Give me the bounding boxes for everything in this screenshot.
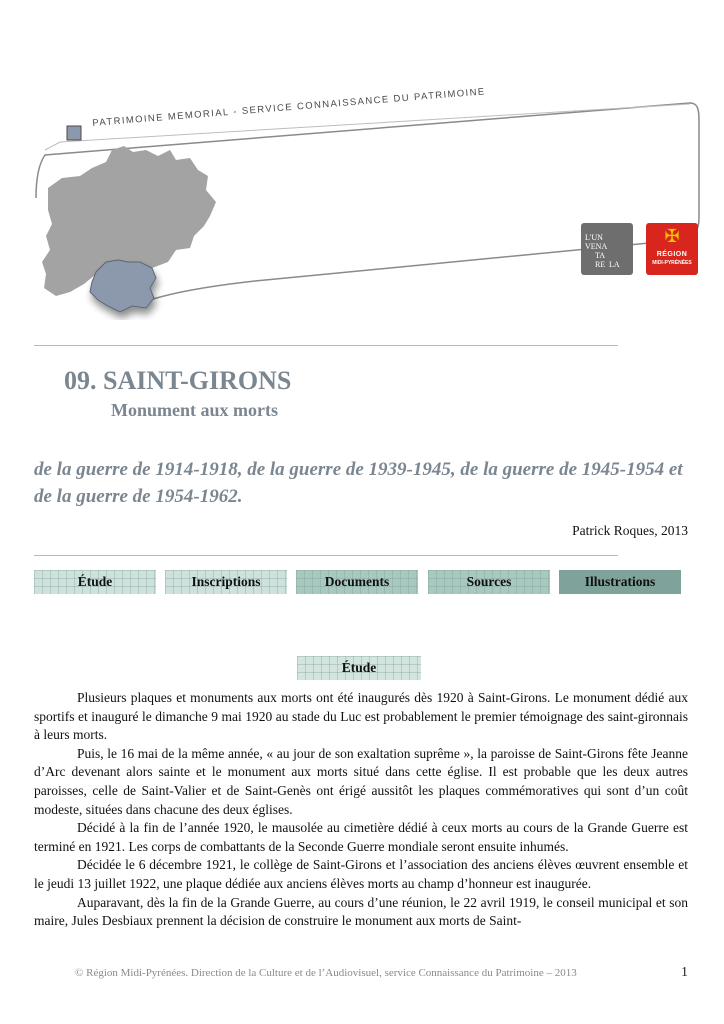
paragraph: Décidé à la fin de l’année 1920, le mausolée au cimetière dédié à ceux morts au cours de la Grande Guerre est terminé en 1921. Les corps de combattants de la Seconde Guerre mondiale seront ensuite inhumés. bbox=[34, 820, 688, 854]
logo-text: TA bbox=[595, 251, 606, 260]
author-credit: Patrick Roques, 2013 bbox=[572, 523, 688, 538]
page-subtitle: Monument aux morts bbox=[111, 400, 278, 420]
region-logo[interactable] bbox=[646, 223, 698, 275]
banner-square-icon bbox=[67, 126, 81, 140]
banner-label: PATRIMOINE MEMORIAL - SERVICE CONNAISSANCE DU PATRIMOINE bbox=[92, 86, 487, 129]
divider bbox=[34, 555, 618, 556]
lead-text: de la guerre de 1914-1918, de la guerre de 1939-1945, de la guerre de 1945-1954 et de la guerre de 1954-1962. bbox=[34, 459, 683, 507]
tab-documents[interactable]: Documents bbox=[296, 570, 418, 594]
paragraph: Plusieurs plaques et monuments aux morts ont été inaugurés dès 1920 à Saint-Girons. Le monument dédié aux sportifs et inauguré le dimanche 9 mai 1920 au stade du Luc est probablement le premier témoignage des saint-gironnais à leurs morts. bbox=[34, 690, 688, 743]
tab-etude[interactable]: Étude bbox=[34, 570, 156, 594]
tab-illustrations[interactable]: Illustrations bbox=[559, 570, 681, 594]
paragraph: Puis, le 16 mai de la même année, « au jour de son exaltation suprême », la paroisse de Saint-Girons fête Jeanne d’Arc devenant alors sainte et le monument aux morts situé dans cette église. Il est probable que les deux autres paroisses, celle de Saint-Valier et de Saint-Genès ont érigé aussitôt les plaques commémoratives qui sont d’un coût modeste, situées dans chacune des deux églises. bbox=[34, 745, 688, 817]
section-heading: Étude bbox=[297, 656, 421, 680]
tab-sources[interactable]: Sources bbox=[428, 570, 550, 594]
page-number: 1 bbox=[681, 965, 688, 980]
logo-text: VENA bbox=[585, 242, 608, 251]
region-logo-line2: MIDI-PYRÉNÉES bbox=[652, 260, 692, 266]
divider bbox=[34, 345, 618, 346]
tab-inscriptions[interactable]: Inscriptions bbox=[165, 570, 287, 594]
body-text bbox=[34, 689, 688, 931]
paragraph: Décidée le 6 décembre 1921, le collège de Saint-Girons et l’association des anciens élèves œuvrent ensemble et le jeudi 13 juillet 1922, une plaque dédiée aux anciens élèves morts au champ d’honneur est inaugurée. bbox=[34, 857, 688, 891]
region-logo-line1: RÉGION bbox=[656, 251, 688, 258]
logo-text: RE bbox=[595, 260, 606, 269]
occitan-cross-icon: ✠ bbox=[664, 226, 680, 246]
page-title: 09. SAINT-GIRONS bbox=[64, 366, 292, 395]
paragraph: Auparavant, dès la fin de la Grande Guerre, au cours d’une réunion, le 22 avril 1919, le conseil municipal et son maire, Jules Desbiaux prennent la décision de construire le monument aux morts de Saint- bbox=[34, 894, 688, 929]
logo-text: L'UN bbox=[585, 233, 603, 242]
footer-copyright: © Région Midi-Pyrénées. Direction de la Culture et de l’Audiovisuel, service Connaissance du Patrimoine – 2013 bbox=[75, 967, 577, 979]
logo-text: LA bbox=[609, 260, 620, 269]
ariege-department-icon bbox=[90, 260, 156, 312]
university-logo[interactable] bbox=[581, 223, 633, 275]
